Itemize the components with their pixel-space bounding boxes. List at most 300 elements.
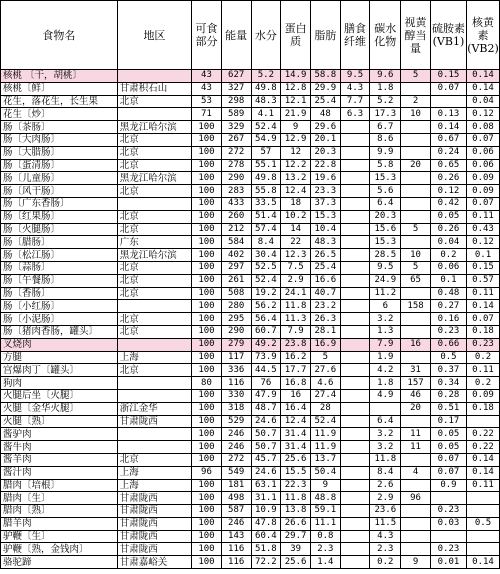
header-thiamine: 硫胺素(VB1) <box>430 1 466 70</box>
cell-energy: 261 <box>221 274 251 287</box>
cell-riboflavin: 0.14 <box>467 466 500 479</box>
header-energy: 能量 <box>221 1 251 70</box>
cell-water: 10.9 <box>251 505 281 518</box>
cell-thiamine: 0.1 <box>430 274 466 287</box>
cell-region: 北京 <box>117 287 191 300</box>
cell-fat: 29.9 <box>310 82 340 95</box>
cell-food-name: 肠〔大肉肠〕 <box>1 133 118 146</box>
cell-region: 甘肃陇西 <box>117 517 191 530</box>
cell-water: 51.8 <box>251 543 281 556</box>
header-food-name: 食物名 <box>1 1 118 70</box>
cell-thiamine: 0.37 <box>430 364 466 377</box>
cell-retinol-equivalent <box>401 287 431 300</box>
cell-retinol-equivalent <box>401 505 431 518</box>
cell-carbohydrate: 28.5 <box>370 249 401 262</box>
cell-fat: 25.4 <box>310 261 340 274</box>
cell-retinol-equivalent <box>401 146 431 159</box>
cell-fat: 20.1 <box>310 133 340 146</box>
cell-riboflavin: 0.11 <box>467 479 500 492</box>
cell-energy: 589 <box>221 108 251 121</box>
cell-riboflavin: 0.43 <box>467 223 500 236</box>
cell-fat: 20.3 <box>310 146 340 159</box>
cell-thiamine: 0.27 <box>430 300 466 313</box>
cell-water: 19.2 <box>251 287 281 300</box>
cell-edible-portion: 100 <box>192 185 222 198</box>
cell-energy: 318 <box>221 402 251 415</box>
cell-thiamine <box>430 492 466 505</box>
cell-water: 47.8 <box>251 517 281 530</box>
cell-thiamine: 0.16 <box>430 313 466 326</box>
cell-dietary-fiber <box>340 517 370 530</box>
table-row <box>1 377 500 390</box>
cell-thiamine: 0.23 <box>430 325 466 338</box>
cell-dietary-fiber: 4.3 <box>340 82 370 95</box>
header-water: 水分 <box>251 1 281 70</box>
cell-water: 55.1 <box>251 159 281 172</box>
cell-thiamine: 0.17 <box>430 415 466 428</box>
cell-edible-portion: 100 <box>192 338 222 351</box>
cell-water: 31.1 <box>251 492 281 505</box>
cell-protein: 14.9 <box>281 70 311 83</box>
cell-water: 56.2 <box>251 300 281 313</box>
cell-thiamine: 0.66 <box>430 338 466 351</box>
cell-edible-portion: 100 <box>192 364 222 377</box>
cell-carbohydrate: 2.6 <box>370 479 401 492</box>
cell-carbohydrate <box>370 402 401 415</box>
cell-retinol-equivalent: 4 <box>401 466 431 479</box>
cell-edible-portion: 100 <box>192 159 222 172</box>
cell-protein: 11.3 <box>281 313 311 326</box>
cell-riboflavin <box>467 543 500 556</box>
cell-retinol-equivalent: 20 <box>401 402 431 415</box>
cell-protein: 2.9 <box>281 274 311 287</box>
cell-carbohydrate: 3.2 <box>370 428 401 441</box>
cell-water: 48.7 <box>251 402 281 415</box>
cell-fat: 52.4 <box>310 415 340 428</box>
table-row <box>1 261 500 274</box>
cell-water: 24.6 <box>251 415 281 428</box>
cell-food-name: 驴鞭〔生〕 <box>1 530 118 543</box>
cell-thiamine: 0.2 <box>430 249 466 262</box>
cell-protein: 12 <box>281 146 311 159</box>
cell-dietary-fiber <box>340 146 370 159</box>
cell-thiamine: 0.12 <box>430 185 466 198</box>
cell-protein: 16.4 <box>281 402 311 415</box>
cell-edible-portion: 100 <box>192 287 222 300</box>
cell-energy: 402 <box>221 249 251 262</box>
cell-edible-portion: 100 <box>192 428 222 441</box>
cell-carbohydrate: 5.6 <box>370 185 401 198</box>
cell-riboflavin: 0.06 <box>467 159 500 172</box>
cell-region <box>117 428 191 441</box>
cell-water: 60.7 <box>251 325 281 338</box>
cell-food-name: 肠〔火腿肠〕 <box>1 223 118 236</box>
cell-protein: 12.2 <box>281 159 311 172</box>
cell-edible-portion: 100 <box>192 402 222 415</box>
cell-water: 73.9 <box>251 351 281 364</box>
cell-region: 黑龙江哈尔滨 <box>117 121 191 134</box>
cell-carbohydrate: 3.2 <box>370 441 401 454</box>
cell-water: 49.8 <box>251 82 281 95</box>
cell-thiamine: 0.42 <box>430 197 466 210</box>
cell-carbohydrate: 9.9 <box>370 146 401 159</box>
cell-energy: 267 <box>221 133 251 146</box>
cell-retinol-equivalent: 20 <box>401 159 431 172</box>
cell-retinol-equivalent: 65 <box>401 274 431 287</box>
cell-riboflavin: 0.12 <box>467 108 500 121</box>
cell-carbohydrate: 1.3 <box>370 325 401 338</box>
cell-carbohydrate: 9.6 <box>370 70 401 83</box>
cell-edible-portion: 100 <box>192 236 222 249</box>
cell-energy: 508 <box>221 287 251 300</box>
cell-edible-portion: 100 <box>192 300 222 313</box>
cell-region: 上海 <box>117 479 191 492</box>
cell-thiamine: 0.05 <box>430 441 466 454</box>
cell-carbohydrate: 6.7 <box>370 121 401 134</box>
cell-carbohydrate: 6 <box>370 300 401 313</box>
cell-fat: 48.3 <box>310 236 340 249</box>
cell-edible-portion: 100 <box>192 313 222 326</box>
cell-water: 33.5 <box>251 197 281 210</box>
cell-carbohydrate: 5.8 <box>370 159 401 172</box>
cell-thiamine: 0.07 <box>430 466 466 479</box>
cell-thiamine: 0.48 <box>430 287 466 300</box>
cell-region <box>117 377 191 390</box>
cell-water: 49.2 <box>251 338 281 351</box>
cell-water: 57 <box>251 146 281 159</box>
cell-dietary-fiber <box>340 223 370 236</box>
cell-dietary-fiber <box>340 428 370 441</box>
cell-protein: 25.6 <box>281 556 311 569</box>
cell-dietary-fiber <box>340 236 370 249</box>
table-row <box>1 325 500 338</box>
table-row <box>1 82 500 95</box>
cell-food-name: 肠〔午餐肠〕 <box>1 274 118 287</box>
cell-retinol-equivalent: 16 <box>401 338 431 351</box>
cell-dietary-fiber <box>340 415 370 428</box>
cell-water: 56.4 <box>251 313 281 326</box>
cell-energy: 116 <box>221 556 251 569</box>
header-fat: 脂肪 <box>310 1 340 70</box>
cell-dietary-fiber <box>340 377 370 390</box>
cell-retinol-equivalent <box>401 543 431 556</box>
cell-edible-portion: 100 <box>192 249 222 262</box>
cell-water: 52.5 <box>251 261 281 274</box>
cell-dietary-fiber <box>340 492 370 505</box>
cell-edible-portion: 100 <box>192 453 222 466</box>
cell-protein: 23.8 <box>281 338 311 351</box>
cell-food-name: 肠〔广东香肠〕 <box>1 197 118 210</box>
cell-riboflavin: 0.14 <box>467 453 500 466</box>
cell-protein: 11.8 <box>281 492 311 505</box>
cell-food-name: 肠〔蛋清肠〕 <box>1 159 118 172</box>
cell-protein: 14 <box>281 223 311 236</box>
cell-fat: 22.8 <box>310 159 340 172</box>
cell-food-name: 核桃 〔干，胡桃〕 <box>1 70 118 83</box>
table-row <box>1 556 500 569</box>
cell-energy: 181 <box>221 479 251 492</box>
cell-fat: 27.4 <box>310 389 340 402</box>
cell-riboflavin: 0.11 <box>467 287 500 300</box>
cell-carbohydrate: 24.9 <box>370 274 401 287</box>
cell-riboflavin: 0.07 <box>467 197 500 210</box>
cell-energy: 116 <box>221 377 251 390</box>
table-row <box>1 351 500 364</box>
table-row <box>1 492 500 505</box>
cell-region: 北京 <box>117 325 191 338</box>
table-row <box>1 453 500 466</box>
table-row <box>1 466 500 479</box>
table-row <box>1 197 500 210</box>
cell-carbohydrate: 2.9 <box>370 492 401 505</box>
cell-protein: 39 <box>281 543 311 556</box>
cell-retinol-equivalent: 5 <box>401 261 431 274</box>
header-region: 地区 <box>117 1 191 70</box>
cell-food-name: 肠〔小红肠〕 <box>1 300 118 313</box>
cell-edible-portion: 100 <box>192 325 222 338</box>
cell-energy: 290 <box>221 172 251 185</box>
cell-fat: 28 <box>310 402 340 415</box>
cell-region: 甘肃陇西 <box>117 505 191 518</box>
cell-dietary-fiber <box>340 364 370 377</box>
cell-protein: 15.5 <box>281 466 311 479</box>
cell-food-name: 核桃〔鲜〕 <box>1 82 118 95</box>
cell-retinol-equivalent: 2 <box>401 95 431 108</box>
header-edible-portion: 可食部分 <box>192 1 222 70</box>
cell-thiamine <box>430 530 466 543</box>
cell-water: 52.4 <box>251 121 281 134</box>
cell-retinol-equivalent <box>401 185 431 198</box>
cell-fat: 27.6 <box>310 364 340 377</box>
cell-energy: 116 <box>221 543 251 556</box>
cell-energy: 329 <box>221 121 251 134</box>
cell-thiamine: 0.34 <box>430 377 466 390</box>
table-row <box>1 249 500 262</box>
cell-riboflavin: 0.5 <box>467 517 500 530</box>
cell-dietary-fiber <box>340 313 370 326</box>
cell-dietary-fiber <box>340 466 370 479</box>
cell-edible-portion: 53 <box>192 95 222 108</box>
cell-water: 50.7 <box>251 428 281 441</box>
cell-riboflavin: 0.09 <box>467 172 500 185</box>
cell-region: 广东 <box>117 236 191 249</box>
table-row <box>1 172 500 185</box>
cell-protein: 31.4 <box>281 428 311 441</box>
cell-dietary-fiber <box>340 505 370 518</box>
cell-edible-portion: 100 <box>192 197 222 210</box>
cell-protein: 11.8 <box>281 300 311 313</box>
cell-water: 51.4 <box>251 210 281 223</box>
cell-water: 54.9 <box>251 133 281 146</box>
cell-thiamine: 0.04 <box>430 236 466 249</box>
cell-riboflavin: 0.09 <box>467 389 500 402</box>
cell-retinol-equivalent <box>401 236 431 249</box>
cell-protein: 29.7 <box>281 530 311 543</box>
cell-edible-portion: 100 <box>192 389 222 402</box>
cell-food-name: 花生，落花生，长生果 <box>1 95 118 108</box>
cell-retinol-equivalent <box>401 530 431 543</box>
cell-energy: 246 <box>221 428 251 441</box>
cell-riboflavin: 0.07 <box>467 313 500 326</box>
cell-thiamine: 0.14 <box>430 121 466 134</box>
cell-thiamine: 0.06 <box>430 261 466 274</box>
cell-protein: 22 <box>281 236 311 249</box>
cell-fat: 26.3 <box>310 313 340 326</box>
cell-riboflavin <box>467 530 500 543</box>
cell-energy: 117 <box>221 351 251 364</box>
cell-riboflavin: 0.11 <box>467 364 500 377</box>
cell-region <box>117 389 191 402</box>
cell-energy: 279 <box>221 338 251 351</box>
table-row <box>1 313 500 326</box>
cell-food-name: 叉烧肉 <box>1 338 118 351</box>
header-retinol-equivalent: 视黄醇当量 <box>401 1 431 70</box>
cell-thiamine: 0.65 <box>430 159 466 172</box>
cell-region: 北京 <box>117 159 191 172</box>
cell-energy: 327 <box>221 82 251 95</box>
cell-region: 上海 <box>117 351 191 364</box>
cell-riboflavin: 0.04 <box>467 95 500 108</box>
cell-retinol-equivalent: 5 <box>401 70 431 83</box>
cell-dietary-fiber <box>340 479 370 492</box>
cell-retinol-equivalent <box>401 133 431 146</box>
cell-region: 北京 <box>117 133 191 146</box>
cell-food-name: 火腿〔金华火腿〕 <box>1 402 118 415</box>
cell-fat: 25.4 <box>310 95 340 108</box>
cell-energy: 272 <box>221 146 251 159</box>
cell-energy: 627 <box>221 70 251 83</box>
cell-protein: 31.4 <box>281 441 311 454</box>
cell-edible-portion: 100 <box>192 556 222 569</box>
cell-region <box>117 108 191 121</box>
cell-water: 44.5 <box>251 364 281 377</box>
cell-fat: 16.6 <box>310 274 340 287</box>
cell-carbohydrate: 7.9 <box>370 338 401 351</box>
cell-food-name: 驴鞭〔熟，金钱肉〕 <box>1 543 118 556</box>
cell-retinol-equivalent <box>401 172 431 185</box>
table-row <box>1 287 500 300</box>
cell-riboflavin: 0.06 <box>467 146 500 159</box>
cell-retinol-equivalent: 96 <box>401 492 431 505</box>
cell-fat: 16.9 <box>310 338 340 351</box>
cell-carbohydrate: 0.2 <box>370 556 401 569</box>
cell-region: 黑龙江哈尔滨 <box>117 172 191 185</box>
cell-food-name: 火腿〔熟〕 <box>1 415 118 428</box>
cell-retinol-equivalent <box>401 197 431 210</box>
cell-fat: 28.1 <box>310 325 340 338</box>
cell-fat: 48.8 <box>310 492 340 505</box>
cell-protein: 7.5 <box>281 261 311 274</box>
cell-region: 甘肃陇西 <box>117 543 191 556</box>
cell-thiamine: 0.23 <box>430 543 466 556</box>
cell-riboflavin <box>467 505 500 518</box>
cell-riboflavin: 0.14 <box>467 70 500 83</box>
header-carbohydrate: 碳水化物 <box>370 1 401 70</box>
cell-retinol-equivalent <box>401 453 431 466</box>
cell-dietary-fiber <box>340 530 370 543</box>
cell-energy: 283 <box>221 185 251 198</box>
cell-fat: 29.6 <box>310 121 340 134</box>
cell-energy: 260 <box>221 210 251 223</box>
cell-protein: 25.6 <box>281 453 311 466</box>
cell-riboflavin: 0.1 <box>467 249 500 262</box>
cell-fat: 4.6 <box>310 377 340 390</box>
cell-fat: 40.7 <box>310 287 340 300</box>
cell-protein: 22.3 <box>281 479 311 492</box>
cell-energy: 587 <box>221 505 251 518</box>
cell-protein: 12.9 <box>281 133 311 146</box>
cell-region: 北京 <box>117 223 191 236</box>
cell-energy: 330 <box>221 389 251 402</box>
cell-water: 30.4 <box>251 249 281 262</box>
cell-edible-portion: 96 <box>192 466 222 479</box>
cell-food-name: 骆驼蹄 <box>1 556 118 569</box>
cell-fat: 26.5 <box>310 249 340 262</box>
cell-carbohydrate: 1.8 <box>370 377 401 390</box>
table-row <box>1 108 500 121</box>
cell-fat: 13.7 <box>310 453 340 466</box>
cell-water: 63.1 <box>251 479 281 492</box>
cell-riboflavin: 0.09 <box>467 185 500 198</box>
cell-thiamine: 0.24 <box>430 146 466 159</box>
header-protein: 蛋白质 <box>281 1 311 70</box>
cell-protein: 12.8 <box>281 82 311 95</box>
cell-protein: 17.7 <box>281 364 311 377</box>
cell-protein: 16.2 <box>281 351 311 364</box>
cell-food-name: 肠〔香肠〕 <box>1 287 118 300</box>
cell-dietary-fiber <box>340 402 370 415</box>
table-row <box>1 441 500 454</box>
cell-energy: 290 <box>221 325 251 338</box>
cell-protein: 26.6 <box>281 517 311 530</box>
cell-retinol-equivalent: 9 <box>401 556 431 569</box>
cell-retinol-equivalent <box>401 479 431 492</box>
cell-riboflavin: 0.18 <box>467 402 500 415</box>
header-dietary-fiber: 膳食纤维 <box>340 1 370 70</box>
cell-water: 5.2 <box>251 70 281 83</box>
cell-food-name: 花生〔炒〕 <box>1 108 118 121</box>
cell-carbohydrate: 20.3 <box>370 210 401 223</box>
cell-water: 72.2 <box>251 556 281 569</box>
cell-edible-portion: 80 <box>192 377 222 390</box>
cell-riboflavin: 0.22 <box>467 428 500 441</box>
table-row <box>1 223 500 236</box>
cell-edible-portion: 100 <box>192 415 222 428</box>
cell-edible-portion: 43 <box>192 70 222 83</box>
cell-region <box>117 300 191 313</box>
cell-region: 北京 <box>117 261 191 274</box>
cell-fat: 48 <box>310 108 340 121</box>
cell-food-name: 肠〔小泥肠〕 <box>1 313 118 326</box>
cell-dietary-fiber <box>340 543 370 556</box>
cell-protein: 18 <box>281 197 311 210</box>
cell-retinol-equivalent: 10 <box>401 108 431 121</box>
cell-fat: 11.1 <box>310 517 340 530</box>
cell-food-name: 酱牛肉 <box>1 441 118 454</box>
cell-edible-portion: 100 <box>192 351 222 364</box>
cell-edible-portion: 100 <box>192 223 222 236</box>
cell-thiamine: 0.05 <box>430 428 466 441</box>
table-row <box>1 236 500 249</box>
header-riboflavin: 核黄素(VB2) <box>467 1 500 70</box>
cell-protein: 12.4 <box>281 185 311 198</box>
cell-fat: 9 <box>310 479 340 492</box>
cell-food-name: 腊羊肉 <box>1 517 118 530</box>
cell-region: 上海 <box>117 466 191 479</box>
cell-fat: 0.8 <box>310 530 340 543</box>
cell-dietary-fiber <box>340 261 370 274</box>
cell-riboflavin: 0.08 <box>467 121 500 134</box>
